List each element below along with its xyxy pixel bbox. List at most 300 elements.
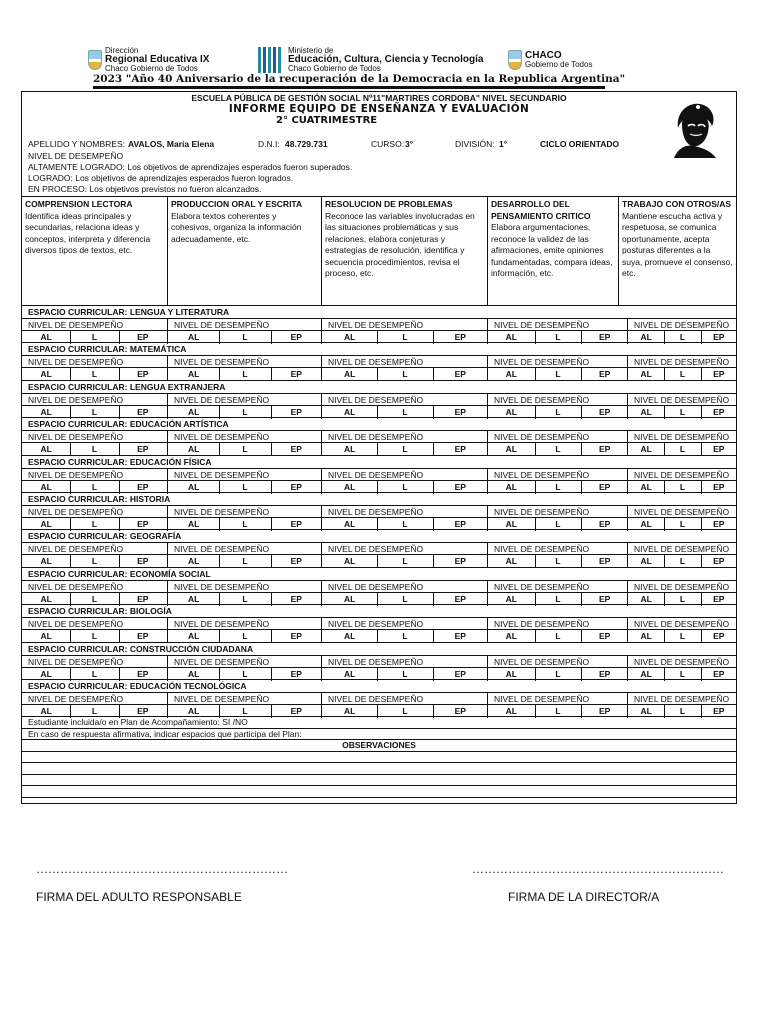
level-label: NIVEL DE DESEMPEÑO: [321, 618, 487, 630]
grade-option-l[interactable]: L: [402, 481, 408, 492]
province-shield-icon: [88, 50, 102, 70]
grade-option-ep[interactable]: EP: [598, 444, 611, 455]
grade-option-al[interactable]: AL: [40, 631, 52, 642]
level-label: NIVEL DE DESEMPEÑO: [487, 656, 627, 668]
grade-option-al[interactable]: AL: [40, 369, 52, 380]
grade-divider: [664, 668, 665, 681]
grade-option-l[interactable]: L: [242, 444, 248, 455]
grade-option-l[interactable]: L: [555, 406, 561, 417]
level-label-row: [22, 468, 736, 480]
grade-option-ep[interactable]: EP: [598, 668, 611, 679]
grade-option-ep[interactable]: EP: [454, 481, 466, 492]
level-label: NIVEL DE DESEMPEÑO: [487, 506, 627, 518]
level-label: NIVEL DE DESEMPEÑO: [321, 319, 487, 331]
grade-option-ep[interactable]: EP: [290, 631, 302, 642]
grade-option-al[interactable]: AL: [343, 631, 356, 642]
subject-title: ESPACIO CURRICULAR: EDUCACIÓN TECNOLÓGICA: [28, 680, 247, 691]
grade-divider: [219, 555, 220, 568]
grade-option-al[interactable]: AL: [505, 481, 517, 492]
grade-option-l[interactable]: L: [91, 406, 98, 417]
grade-option-ep[interactable]: EP: [454, 406, 466, 417]
grade-option-ep[interactable]: EP: [598, 481, 611, 492]
grade-option-ep[interactable]: EP: [290, 518, 302, 529]
grade-option-al[interactable]: AL: [505, 593, 517, 604]
grade-option-l[interactable]: L: [679, 332, 686, 342]
level-label: NIVEL DE DESEMPEÑO: [321, 469, 487, 481]
grade-option-ep[interactable]: EP: [137, 556, 149, 567]
subject-title: ESPACIO CURRICULAR: BIOLOGÍA: [28, 606, 172, 617]
grade-option-ep[interactable]: EP: [713, 332, 725, 342]
criterion-title: RESOLUCION DE PROBLEMAS: [325, 199, 453, 209]
grade-divider: [664, 555, 665, 568]
grade-divider: [119, 331, 120, 344]
grade-option-al[interactable]: AL: [343, 444, 356, 455]
grade-option-ep[interactable]: EP: [454, 556, 466, 567]
grade-option-al[interactable]: AL: [343, 668, 356, 679]
grade-option-l[interactable]: L: [91, 705, 98, 716]
grade-divider: [433, 593, 434, 606]
grade-divider: [535, 443, 536, 456]
grade-option-al[interactable]: AL: [343, 369, 356, 380]
grade-group: [22, 443, 167, 456]
grade-divider: [377, 368, 378, 381]
grade-option-al[interactable]: AL: [505, 668, 517, 679]
grade-row: [22, 667, 736, 680]
grade-group: [22, 481, 167, 494]
grade-option-l[interactable]: L: [555, 705, 561, 716]
grade-option-l[interactable]: L: [91, 369, 98, 380]
header-divider: [93, 86, 605, 89]
grade-divider: [377, 668, 378, 681]
grade-divider: [701, 630, 702, 643]
grade-option-al[interactable]: AL: [343, 593, 356, 604]
grade-option-l[interactable]: L: [242, 518, 248, 529]
grade-option-ep[interactable]: EP: [290, 369, 302, 380]
level-label: NIVEL DE DESEMPEÑO: [167, 581, 321, 593]
grade-divider: [535, 593, 536, 606]
grade-option-al[interactable]: AL: [640, 369, 652, 380]
subject-title: ESPACIO CURRICULAR: LENGUA Y LITERATURA: [28, 307, 230, 317]
logo1-sub: Chaco Gobierno de Todos: [105, 64, 198, 73]
grade-option-l[interactable]: L: [402, 705, 408, 716]
grade-option-ep[interactable]: EP: [290, 444, 302, 455]
grade-option-l[interactable]: L: [242, 481, 248, 492]
anniversary-banner: 2023 "Año 40 Aniversario de la recuperación de la Democracia en la Republica Argentina": [93, 73, 626, 85]
grade-option-l[interactable]: L: [555, 332, 561, 342]
signature-line-left[interactable]: ………………………………………………………: [36, 862, 288, 876]
grade-option-ep[interactable]: EP: [290, 556, 302, 567]
grade-option-l[interactable]: L: [402, 444, 408, 455]
grade-group: [627, 630, 736, 643]
grade-option-ep[interactable]: EP: [137, 518, 149, 529]
observations-line[interactable]: [22, 797, 736, 809]
grade-option-l[interactable]: L: [679, 593, 686, 604]
grade-option-l[interactable]: L: [91, 668, 98, 679]
grade-option-l[interactable]: L: [402, 593, 408, 604]
grade-divider: [433, 630, 434, 643]
grade-divider: [664, 443, 665, 456]
grade-option-l[interactable]: L: [242, 556, 248, 567]
grade-option-al[interactable]: AL: [640, 518, 652, 529]
grade-option-l[interactable]: L: [555, 668, 561, 679]
grade-option-l[interactable]: L: [555, 369, 561, 380]
grade-option-ep[interactable]: EP: [598, 593, 611, 604]
level-label: NIVEL DE DESEMPEÑO: [167, 394, 321, 406]
course-label: CURSO:: [371, 139, 405, 149]
grade-divider: [664, 406, 665, 419]
observations-line[interactable]: [22, 762, 736, 774]
grade-option-al[interactable]: AL: [40, 481, 52, 492]
grade-option-ep[interactable]: EP: [290, 593, 302, 604]
grade-option-l[interactable]: L: [242, 332, 248, 342]
grade-divider: [535, 668, 536, 681]
grade-group: [321, 443, 487, 456]
grade-divider: [664, 518, 665, 531]
level-label: NIVEL DE DESEMPEÑO: [28, 619, 124, 630]
observations-line[interactable]: [22, 774, 736, 786]
grade-group: [321, 630, 487, 643]
grade-option-al[interactable]: AL: [187, 332, 200, 342]
grade-option-ep[interactable]: EP: [137, 369, 149, 380]
grade-option-al[interactable]: AL: [505, 444, 517, 455]
subject-title: ESPACIO CURRICULAR: MATEMÁTICA: [28, 344, 187, 355]
grade-option-l[interactable]: L: [555, 481, 561, 492]
grade-option-al[interactable]: AL: [40, 556, 52, 567]
grade-group: [22, 518, 167, 531]
grade-option-al[interactable]: AL: [505, 631, 517, 642]
grade-row: [22, 480, 736, 493]
grade-divider: [271, 593, 272, 606]
level-label: NIVEL DE DESEMPEÑO: [28, 581, 124, 592]
grade-option-l[interactable]: L: [679, 556, 686, 567]
grade-option-ep[interactable]: EP: [713, 518, 725, 529]
grade-option-l[interactable]: L: [402, 406, 408, 417]
grade-option-l[interactable]: L: [679, 705, 686, 716]
grade-divider: [535, 555, 536, 568]
grade-option-l[interactable]: L: [91, 332, 98, 342]
grade-group: [321, 481, 487, 494]
grade-divider: [433, 443, 434, 456]
grade-option-ep[interactable]: EP: [713, 369, 725, 380]
grade-option-al[interactable]: AL: [343, 705, 356, 716]
grade-option-l[interactable]: L: [679, 668, 686, 679]
division-label: DIVISIÓN:: [455, 139, 495, 149]
grade-option-ep[interactable]: EP: [598, 369, 611, 380]
plan-question[interactable]: Estudiante incluida/o en Plan de Acompañamiento: SI /NO: [22, 716, 736, 728]
plan-followup[interactable]: En caso de respuesta afirmativa, indicar espacios que participa del Plan:: [22, 728, 736, 740]
grade-option-ep[interactable]: EP: [713, 556, 725, 567]
grade-option-ep[interactable]: EP: [598, 406, 611, 417]
grade-group: [321, 668, 487, 681]
grade-divider: [219, 593, 220, 606]
grade-group: [487, 406, 627, 419]
grade-option-al[interactable]: AL: [640, 406, 652, 417]
grade-divider: [701, 593, 702, 606]
grade-option-l[interactable]: L: [555, 593, 561, 604]
grade-option-ep[interactable]: EP: [454, 631, 466, 642]
level-label: NIVEL DE DESEMPEÑO: [167, 431, 321, 443]
grade-option-ep[interactable]: EP: [454, 593, 466, 604]
grade-option-ep[interactable]: EP: [137, 481, 149, 492]
grade-option-al[interactable]: AL: [640, 556, 652, 567]
grade-option-l[interactable]: L: [679, 406, 686, 417]
logo1-small: Dirección: [105, 46, 139, 55]
grade-option-al[interactable]: AL: [187, 406, 200, 417]
grade-divider: [219, 331, 220, 344]
grade-option-al[interactable]: AL: [187, 369, 200, 380]
level-label: NIVEL DE DESEMPEÑO: [627, 618, 736, 630]
grade-option-ep[interactable]: EP: [137, 668, 149, 679]
grade-option-al[interactable]: AL: [505, 556, 517, 567]
grade-option-ep[interactable]: EP: [290, 705, 302, 716]
grade-option-ep[interactable]: EP: [137, 444, 149, 455]
grade-divider: [433, 331, 434, 344]
level-label: NIVEL DE DESEMPEÑO: [321, 543, 487, 555]
grade-group: [487, 481, 627, 494]
grade-option-ep[interactable]: EP: [137, 705, 149, 716]
grade-option-al[interactable]: AL: [187, 668, 200, 679]
grade-option-al[interactable]: AL: [505, 518, 517, 529]
grade-option-al[interactable]: AL: [343, 556, 356, 567]
grade-divider: [581, 555, 582, 568]
grade-option-l[interactable]: L: [555, 518, 561, 529]
grade-option-ep[interactable]: EP: [598, 556, 611, 567]
grade-option-ep[interactable]: EP: [454, 332, 466, 342]
grade-option-l[interactable]: L: [402, 556, 408, 567]
student-course: 3°: [405, 139, 414, 149]
school-name: ESCUELA PÚBLICA DE GESTIÓN SOCIAL Nº11"MARTIRES CORDOBA" NIVEL SECUNDARIO: [191, 93, 567, 103]
grade-option-ep[interactable]: EP: [713, 668, 725, 679]
grade-divider: [70, 331, 71, 344]
grade-divider: [535, 518, 536, 531]
grade-divider: [664, 331, 665, 344]
grade-option-al[interactable]: AL: [187, 518, 200, 529]
level-label: NIVEL DE DESEMPEÑO: [167, 693, 321, 705]
grade-option-al[interactable]: AL: [187, 481, 200, 492]
subject-block: [22, 418, 736, 455]
grade-group: [487, 331, 627, 344]
grade-option-l[interactable]: L: [242, 593, 248, 604]
grade-option-l[interactable]: L: [555, 631, 561, 642]
subject-title: ESPACIO CURRICULAR: EDUCACIÓN FÍSICA: [28, 456, 212, 467]
level-label: NIVEL DE DESEMPEÑO: [487, 431, 627, 443]
levels-legend: [28, 151, 352, 195]
grade-option-l[interactable]: L: [242, 406, 248, 417]
level-label-row: [22, 655, 736, 667]
subject-block: [22, 381, 736, 418]
grade-option-l[interactable]: L: [242, 705, 248, 716]
grade-option-ep[interactable]: EP: [290, 332, 302, 342]
grade-option-al[interactable]: AL: [40, 518, 52, 529]
grade-option-l[interactable]: L: [242, 631, 248, 642]
grade-option-al[interactable]: AL: [343, 518, 356, 529]
subject-title: ESPACIO CURRICULAR: GEOGRAFÍA: [28, 531, 182, 542]
grade-option-ep[interactable]: EP: [598, 332, 611, 342]
grade-option-l[interactable]: L: [402, 369, 408, 380]
grade-option-al[interactable]: AL: [40, 593, 52, 604]
grade-option-al[interactable]: AL: [343, 406, 356, 417]
grade-option-al[interactable]: AL: [187, 705, 200, 716]
grade-option-ep[interactable]: EP: [137, 332, 149, 342]
level-label: NIVEL DE DESEMPEÑO: [28, 320, 124, 330]
grade-option-al[interactable]: AL: [505, 332, 517, 342]
signature-director: [472, 862, 724, 904]
grade-option-ep[interactable]: EP: [598, 631, 611, 642]
level-label: NIVEL DE DESEMPEÑO: [167, 656, 321, 668]
level-label: NIVEL DE DESEMPEÑO: [167, 469, 321, 481]
grade-option-ep[interactable]: EP: [454, 668, 466, 679]
grade-group: [627, 555, 736, 568]
grade-option-al[interactable]: AL: [40, 444, 52, 455]
grade-group: [167, 630, 321, 643]
grade-divider: [119, 368, 120, 381]
grade-option-l[interactable]: L: [91, 631, 98, 642]
grade-option-l[interactable]: L: [679, 481, 686, 492]
grade-option-ep[interactable]: EP: [713, 705, 725, 716]
level-label: NIVEL DE DESEMPEÑO: [627, 506, 736, 518]
grade-option-ep[interactable]: EP: [598, 518, 611, 529]
signature-line-right[interactable]: ………………………………………………………: [472, 862, 724, 876]
criterion-text: Elabora argumentaciones, reconoce la validez de las afirmaciones, emite opiniones fundamentadas, compara ideas, información, etc.: [491, 222, 613, 278]
grade-option-al[interactable]: AL: [187, 631, 200, 642]
grade-group: [167, 593, 321, 606]
grade-group: [627, 593, 736, 606]
grade-option-l[interactable]: L: [679, 369, 686, 380]
grade-option-l[interactable]: L: [91, 444, 98, 455]
grade-option-l[interactable]: L: [679, 631, 686, 642]
grade-divider: [377, 593, 378, 606]
grade-option-ep[interactable]: EP: [290, 668, 302, 679]
grade-option-ep[interactable]: EP: [290, 406, 302, 417]
grade-option-al[interactable]: AL: [40, 668, 52, 679]
level-label: NIVEL DE DESEMPEÑO: [167, 356, 321, 368]
level-label: NIVEL DE DESEMPEÑO: [627, 356, 736, 368]
level-label: NIVEL DE DESEMPEÑO: [167, 618, 321, 630]
grade-divider: [535, 331, 536, 344]
grade-divider: [377, 481, 378, 494]
grade-row: [22, 442, 736, 455]
criterion-teamwork: [618, 197, 736, 305]
logo3-title: CHACO: [525, 50, 562, 61]
grade-option-ep[interactable]: EP: [598, 705, 611, 716]
grade-option-al[interactable]: AL: [343, 481, 356, 492]
grade-option-al[interactable]: AL: [640, 593, 652, 604]
logo3-sub: Gobierno de Todos: [525, 60, 593, 69]
subjects-table: [22, 306, 736, 717]
grade-group: [627, 481, 736, 494]
grade-option-ep[interactable]: EP: [290, 481, 302, 492]
grade-option-l[interactable]: L: [555, 556, 561, 567]
grade-group: [22, 555, 167, 568]
grade-group: [487, 555, 627, 568]
grade-option-al[interactable]: AL: [343, 332, 356, 342]
grade-divider: [433, 555, 434, 568]
observations-line[interactable]: [22, 785, 736, 797]
grade-option-l[interactable]: L: [555, 444, 561, 455]
grade-option-ep[interactable]: EP: [713, 593, 725, 604]
grade-divider: [377, 331, 378, 344]
grade-divider: [581, 593, 582, 606]
grade-option-ep[interactable]: EP: [454, 518, 466, 529]
grade-group: [487, 368, 627, 381]
grade-option-l[interactable]: L: [402, 631, 408, 642]
grade-option-l[interactable]: L: [91, 556, 98, 567]
grade-option-l[interactable]: L: [402, 668, 408, 679]
grade-option-al[interactable]: AL: [187, 444, 200, 455]
grade-option-ep[interactable]: EP: [713, 481, 725, 492]
grade-option-l[interactable]: L: [242, 668, 248, 679]
grade-option-l[interactable]: L: [679, 518, 686, 529]
grade-option-l[interactable]: L: [91, 481, 98, 492]
criterion-problems: [321, 197, 487, 305]
grade-group: [487, 668, 627, 681]
report-form: [21, 91, 737, 804]
grade-option-l[interactable]: L: [402, 518, 408, 529]
grade-group: [22, 593, 167, 606]
criterion-reading: [22, 197, 167, 305]
level-label: NIVEL DE DESEMPEÑO: [28, 432, 124, 443]
grade-option-al[interactable]: AL: [40, 332, 52, 342]
grade-option-ep[interactable]: EP: [713, 406, 725, 417]
criterion-production: [167, 197, 321, 305]
grade-group: [487, 518, 627, 531]
grade-option-al[interactable]: AL: [640, 631, 652, 642]
grade-divider: [535, 368, 536, 381]
grade-option-al[interactable]: AL: [640, 705, 652, 716]
grade-divider: [535, 481, 536, 494]
grade-option-l[interactable]: L: [242, 369, 248, 380]
grade-option-l[interactable]: L: [91, 593, 98, 604]
cycle-label: CICLO ORIENTADO: [540, 139, 620, 149]
grade-option-ep[interactable]: EP: [713, 444, 725, 455]
grade-option-al[interactable]: AL: [640, 668, 652, 679]
grade-divider: [581, 368, 582, 381]
grade-group: [321, 406, 487, 419]
grade-option-ep[interactable]: EP: [454, 705, 466, 716]
grade-divider: [70, 481, 71, 494]
grade-option-ep[interactable]: EP: [454, 444, 466, 455]
grade-option-al[interactable]: AL: [505, 406, 517, 417]
grade-option-ep[interactable]: EP: [454, 369, 466, 380]
subject-title: ESPACIO CURRICULAR: ECONOMÍA SOCIAL: [28, 568, 211, 579]
grade-group: [22, 668, 167, 681]
grade-option-al[interactable]: AL: [640, 332, 652, 342]
grade-option-al[interactable]: AL: [187, 556, 200, 567]
student-dni: 48.729.731: [285, 139, 328, 149]
grade-option-al[interactable]: AL: [40, 406, 52, 417]
grade-option-al[interactable]: AL: [640, 444, 652, 455]
grade-option-ep[interactable]: EP: [137, 631, 149, 642]
grade-option-l[interactable]: L: [402, 332, 408, 342]
grade-option-al[interactable]: AL: [640, 481, 652, 492]
grade-option-al[interactable]: AL: [187, 593, 200, 604]
grade-option-ep[interactable]: EP: [137, 593, 149, 604]
grade-option-ep[interactable]: EP: [713, 631, 725, 642]
grade-option-l[interactable]: L: [679, 444, 686, 455]
grade-option-al[interactable]: AL: [505, 369, 517, 380]
level-label: NIVEL DE DESEMPEÑO: [487, 543, 627, 555]
grade-divider: [119, 593, 120, 606]
criterion-text: Reconoce las variables involucradas en las situaciones problemáticas y sus relaciones, elabora conjeturas y estrategias de resolución, identifica y secuencia procedimientos, revisa el proceso, etc.: [325, 210, 475, 278]
level-label: NIVEL DE DESEMPEÑO: [28, 357, 124, 368]
grade-divider: [433, 481, 434, 494]
level-label-row: [22, 318, 736, 330]
grade-option-l[interactable]: L: [91, 518, 98, 529]
observations-line[interactable]: [22, 751, 736, 763]
grade-option-ep[interactable]: EP: [137, 406, 149, 417]
grade-option-al[interactable]: AL: [505, 705, 517, 716]
grade-option-al[interactable]: AL: [40, 705, 52, 716]
